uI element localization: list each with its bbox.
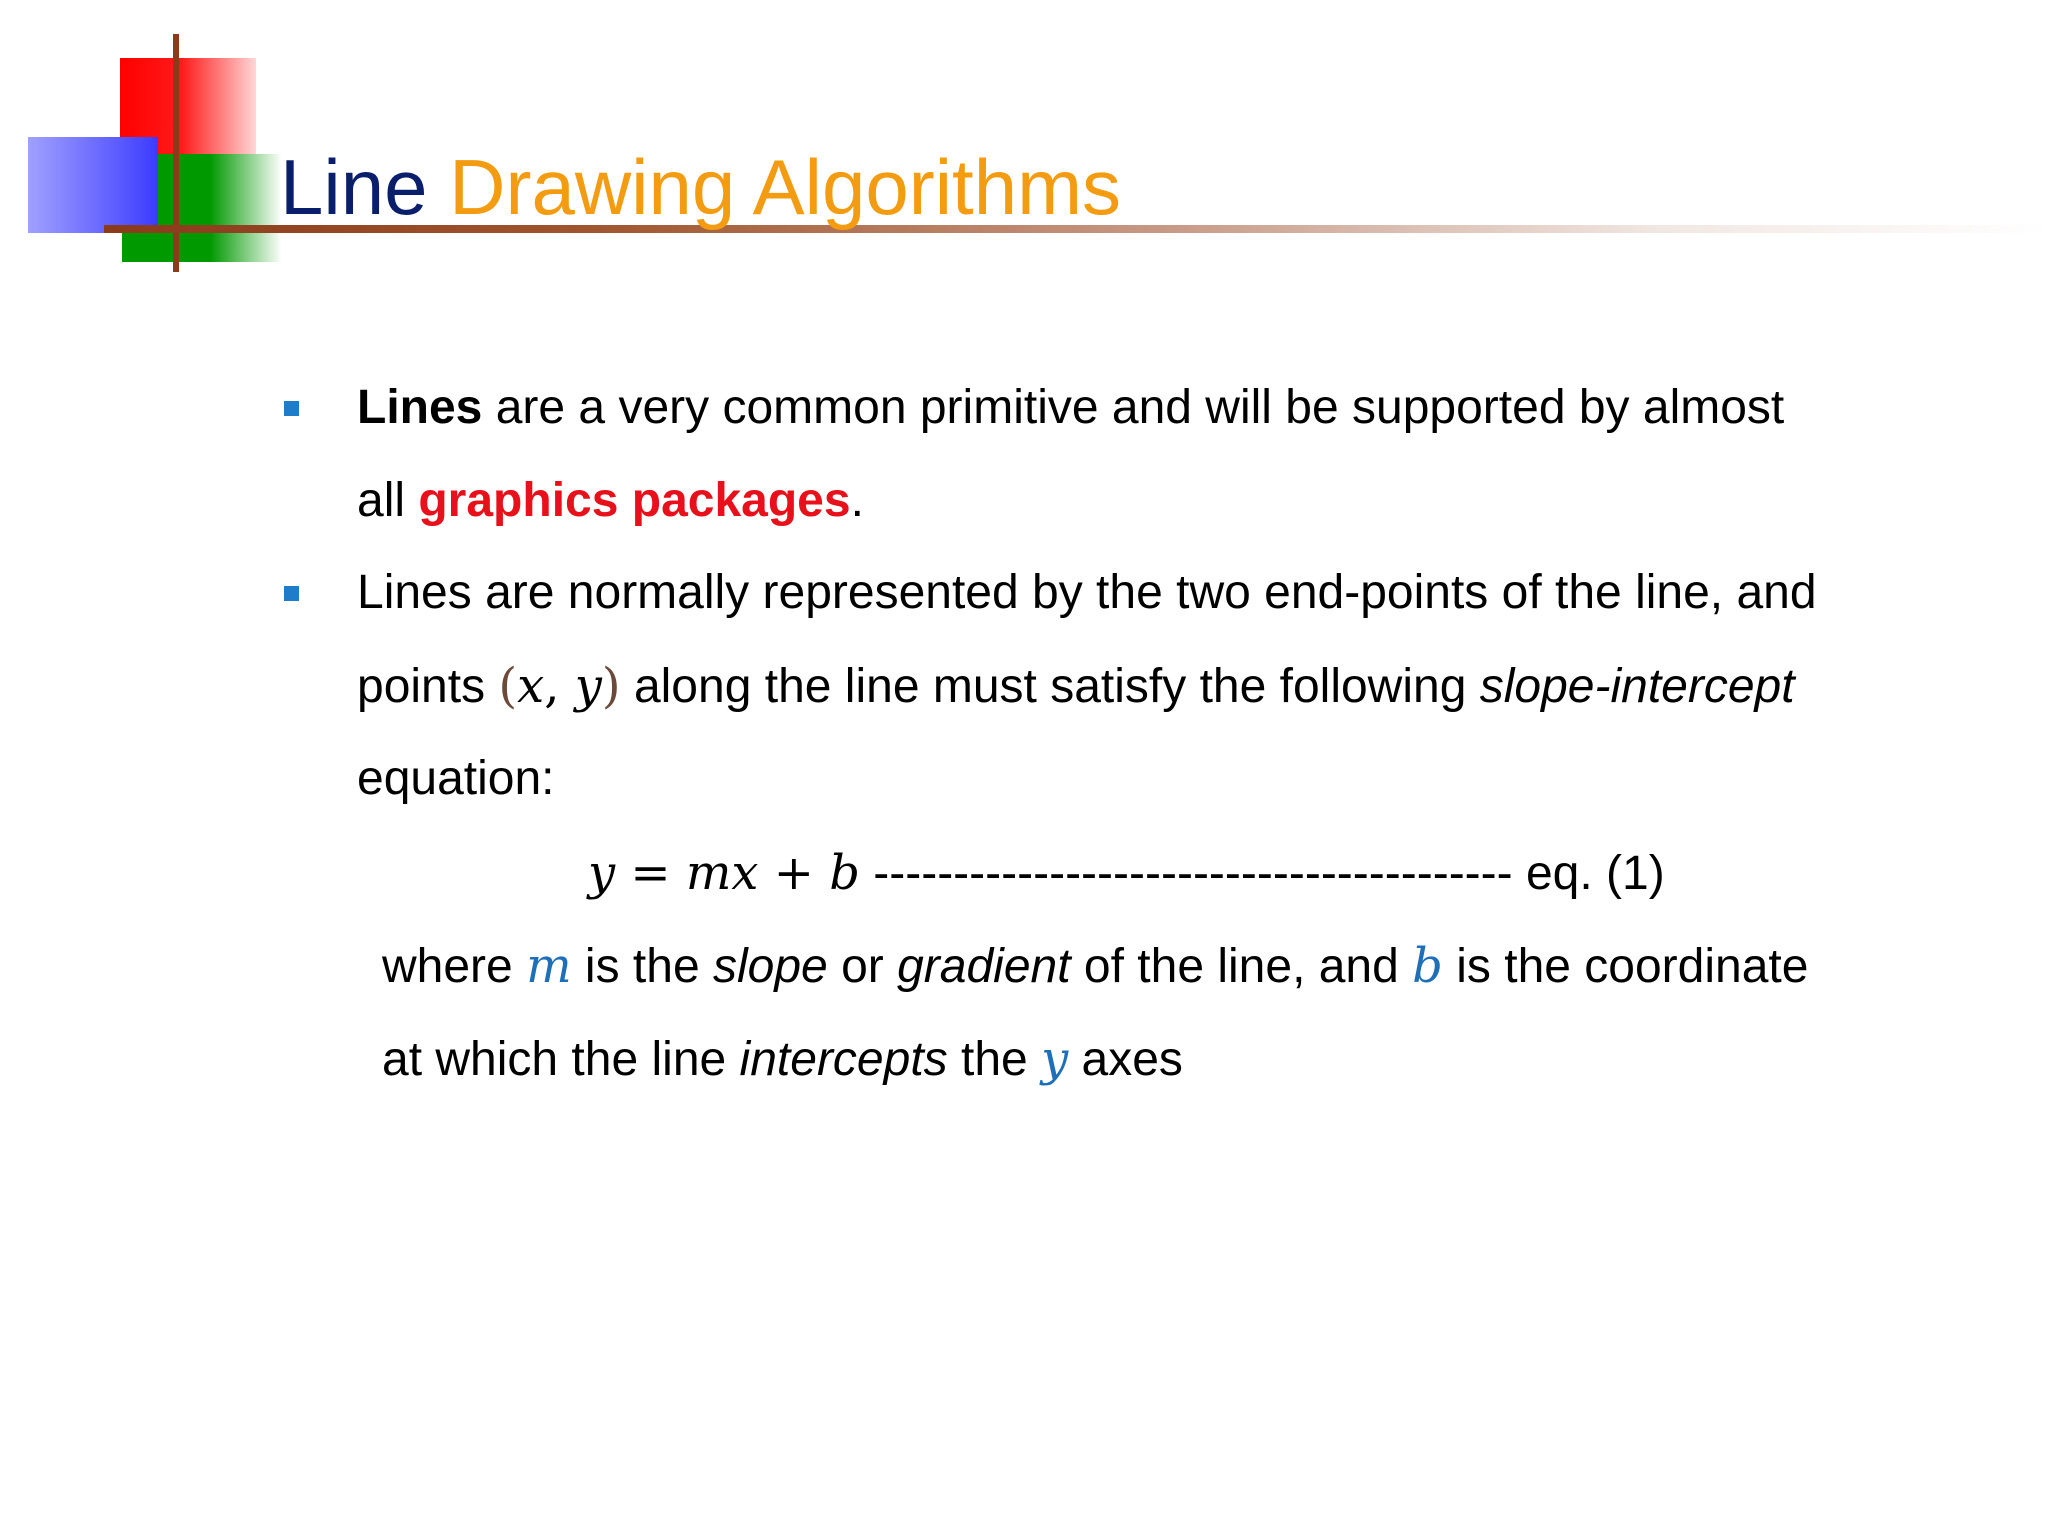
bullet2-line2 xyxy=(357,658,1795,715)
bullet2-line2-prefix: points xyxy=(357,660,499,713)
where-var-m: m xyxy=(526,938,572,994)
bullet1-text1: are a very common primitive and will be supported by almost xyxy=(482,381,1785,434)
where-line2 xyxy=(382,1031,1183,1088)
point-paren-open: ( xyxy=(498,658,518,714)
equation-line xyxy=(588,845,1665,902)
where-w2: is the xyxy=(571,940,713,993)
bullet1-text2-prefix: all xyxy=(357,474,419,527)
bullet1-text2-suffix: . xyxy=(850,474,864,527)
title-part2: Drawing Algorithms xyxy=(449,143,1122,231)
bullet1-highlight: graphics packages xyxy=(418,474,851,527)
where-w1: where xyxy=(382,940,527,993)
where-l2b: the xyxy=(947,1033,1042,1086)
where-intercepts: intercepts xyxy=(739,1033,948,1086)
where-gradient: gradient xyxy=(897,940,1071,993)
eq-b: b xyxy=(829,845,860,901)
where-w3: or xyxy=(827,940,898,993)
eq-mx: mx xyxy=(685,845,759,901)
eq-equals: = xyxy=(615,845,686,901)
where-l2c: axes xyxy=(1068,1033,1183,1086)
title-part1: Line xyxy=(280,143,428,231)
bullet1-line1 xyxy=(357,380,1784,436)
where-var-b: b xyxy=(1412,938,1443,994)
where-l2a: at which the line xyxy=(382,1033,740,1086)
bullet2-line1: Lines are normally represented by the two end-points of the line, and xyxy=(357,566,1817,619)
eq-plus: + xyxy=(758,845,830,901)
where-line1 xyxy=(382,938,1808,995)
bullet2-line2-mid: along the line must satisfy the following xyxy=(620,660,1480,713)
point-var-x: x xyxy=(517,658,545,714)
eq-label: eq. (1) xyxy=(1525,847,1665,900)
where-slope: slope xyxy=(713,940,828,993)
bullet2-line3: equation: xyxy=(357,752,555,805)
eq-dashes: ---------------------------------------- xyxy=(859,847,1526,900)
eq-y: y xyxy=(588,845,616,901)
bullet1-bold-word: Lines xyxy=(357,381,483,434)
bullet-marker-2 xyxy=(284,586,299,601)
point-paren-close: ) xyxy=(601,658,621,714)
point-comma: , xyxy=(544,658,575,714)
bullet2-slope-intercept: slope-intercept xyxy=(1479,660,1795,713)
bullet-marker-1 xyxy=(284,401,299,416)
where-w4: of the line, and xyxy=(1070,940,1413,993)
bullet1-line2 xyxy=(357,473,864,529)
point-var-y: y xyxy=(574,658,602,714)
where-var-y: y xyxy=(1041,1031,1069,1087)
where-w5: is the coordinate xyxy=(1442,940,1809,993)
